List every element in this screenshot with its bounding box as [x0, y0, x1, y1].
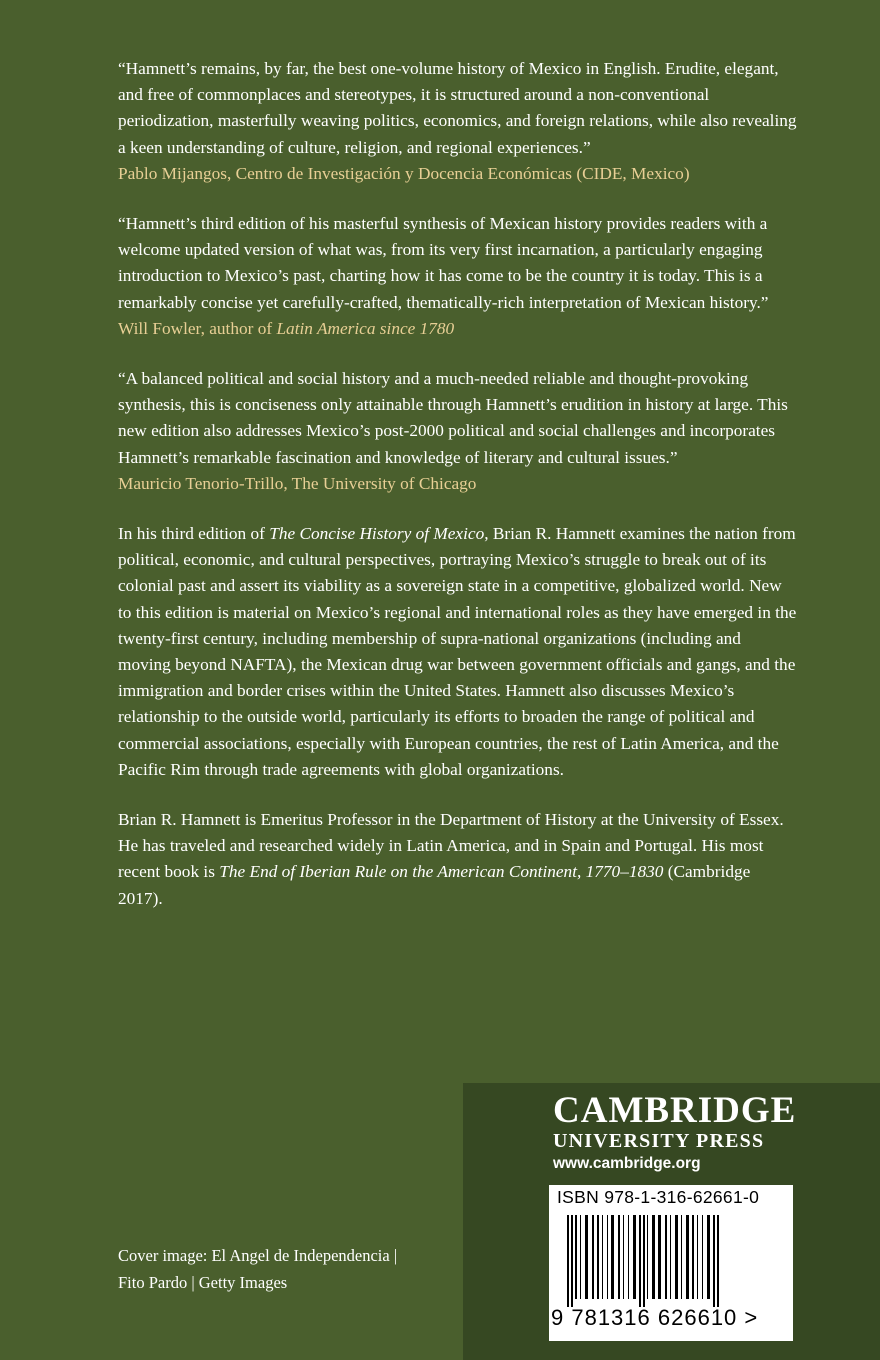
- barcode-bar: [618, 1215, 620, 1299]
- barcode-digits: 9 781316 626610 >: [551, 1305, 759, 1330]
- barcode-bar: [658, 1215, 661, 1299]
- isbn-barcode: [549, 1185, 793, 1341]
- author-bio: [118, 807, 798, 912]
- review-quote: “Hamnett’s third edition of his masterful synthesis of Mexican history provides readers with a welcome updated version of what was, from its very first incarnation, a particularly engaging introduction to Mexico’s past, charting how it has come to be the country it is today. This is a remarkably concise yet carefully-crafted, thematically-rich interpretation of Mexican history.”: [118, 214, 769, 312]
- barcode-bar: [607, 1215, 608, 1299]
- review-1: [118, 56, 798, 187]
- barcode-bar: [567, 1215, 569, 1307]
- back-cover-text: [118, 56, 798, 936]
- barcode-bars: [563, 1215, 779, 1307]
- publisher-url[interactable]: www.cambridge.org: [553, 1155, 701, 1172]
- barcode-bar: [707, 1215, 710, 1299]
- barcode-bar: [639, 1215, 641, 1307]
- barcode-bar: [611, 1215, 614, 1299]
- barcode-bar: [628, 1215, 629, 1299]
- publisher-panel: [463, 1083, 880, 1360]
- review-2: [118, 211, 798, 342]
- barcode-bar: [697, 1215, 698, 1299]
- barcode-bar: [675, 1215, 678, 1299]
- barcode-bar: [713, 1215, 715, 1307]
- cover-credit-line-2: Fito Pardo | Getty Images: [118, 1273, 288, 1292]
- barcode-bar: [670, 1215, 671, 1299]
- barcode-bar: [652, 1215, 655, 1299]
- barcode-bar: [575, 1215, 577, 1299]
- barcode-bar: [686, 1215, 689, 1299]
- publisher-name-line-2: UNIVERSITY PRESS: [553, 1130, 765, 1152]
- bio-suffix: (Cambridge 2017).: [118, 862, 751, 908]
- barcode-bar: [602, 1215, 603, 1299]
- review-attribution: Pablo Mijangos, Centro de Investigación y Docencia Económicas (CIDE, Mexico): [118, 163, 690, 183]
- bio-prefix: Brian R. Hamnett is Emeritus Professor in the Department of History at the University of Essex. He has traveled and researched widely in Latin America, and in Spain and Portugal. His most recent book is: [118, 810, 784, 882]
- review-attribution: [118, 316, 798, 342]
- publisher-name-line-1: CAMBRIDGE: [553, 1090, 797, 1131]
- isbn-label: ISBN 978-1-316-62661-0: [557, 1187, 760, 1207]
- cover-credit-line-1: Cover image: El Angel de Independencia |: [118, 1246, 398, 1265]
- barcode-bar: [597, 1215, 599, 1299]
- review-3: [118, 366, 798, 497]
- barcode-bar: [580, 1215, 581, 1299]
- barcode-bar: [665, 1215, 667, 1299]
- review-attribution: Mauricio Tenorio-Trillo, The University of Chicago: [118, 473, 477, 493]
- barcode-bar: [681, 1215, 682, 1299]
- attribution-prefix: Will Fowler, author of: [118, 318, 277, 338]
- barcode-bar: [571, 1215, 573, 1307]
- barcode-bar: [717, 1215, 719, 1307]
- barcode-bar: [702, 1215, 703, 1299]
- cover-image-credit: [118, 1242, 458, 1296]
- book-description: [118, 521, 798, 783]
- barcode-bar: [643, 1215, 645, 1307]
- description-book-title: The Concise History of Mexico: [269, 524, 485, 544]
- barcode-bar: [633, 1215, 636, 1299]
- review-quote: “A balanced political and social history and a much-needed reliable and thought-provoking synthesis, this is conciseness only attainable through Hamnett’s erudition in history at large. This new edition also addresses Mexico’s post-2000 political and social challenges and incorporates Hamnett’s remarkable fascination and knowledge of literary and cultural issues.”: [118, 369, 788, 467]
- description-body: , Brian R. Hamnett examines the nation from political, economic, and cultural perspectives, portraying Mexico’s struggle to break out of its colonial past and assert its viability as a sovereign state in a competitive, globalized world. New to this edition is material on Mexico’s regional and international roles as they have emerged in the twenty-first century, including membership of supra-national organizations (including and moving beyond NAFTA), the Mexican drug war between government officials and gangs, and the immigration and border crises within the United States. Hamnett also discusses Mexico’s relationship to the outside world, particularly its efforts to broaden the range of political and commercial associations, especially with European countries, the rest of Latin America, and the Pacific Rim through trade agreements with global organizations.: [118, 524, 797, 779]
- attribution-book-title: Latin America since 1780: [276, 318, 455, 338]
- description-prefix: In his third edition of: [118, 524, 270, 544]
- review-quote: “Hamnett’s remains, by far, the best one-volume history of Mexico in English. Erudite, elegant, and free of commonplaces and stereotypes, it is structured around a non-conventional periodization, masterfully weaving politics, economics, and foreign relations, while also revealing a keen understanding of culture, religion, and regional experiences.”: [118, 59, 797, 157]
- barcode-bar: [647, 1215, 648, 1299]
- barcode-bar: [585, 1215, 588, 1299]
- barcode-bar: [692, 1215, 694, 1299]
- barcode-bar: [623, 1215, 624, 1299]
- publisher-logo-text: [553, 1091, 863, 1153]
- bio-book-title: The End of Iberian Rule on the American Continent, 1770–1830: [219, 862, 664, 882]
- barcode-bar: [592, 1215, 594, 1299]
